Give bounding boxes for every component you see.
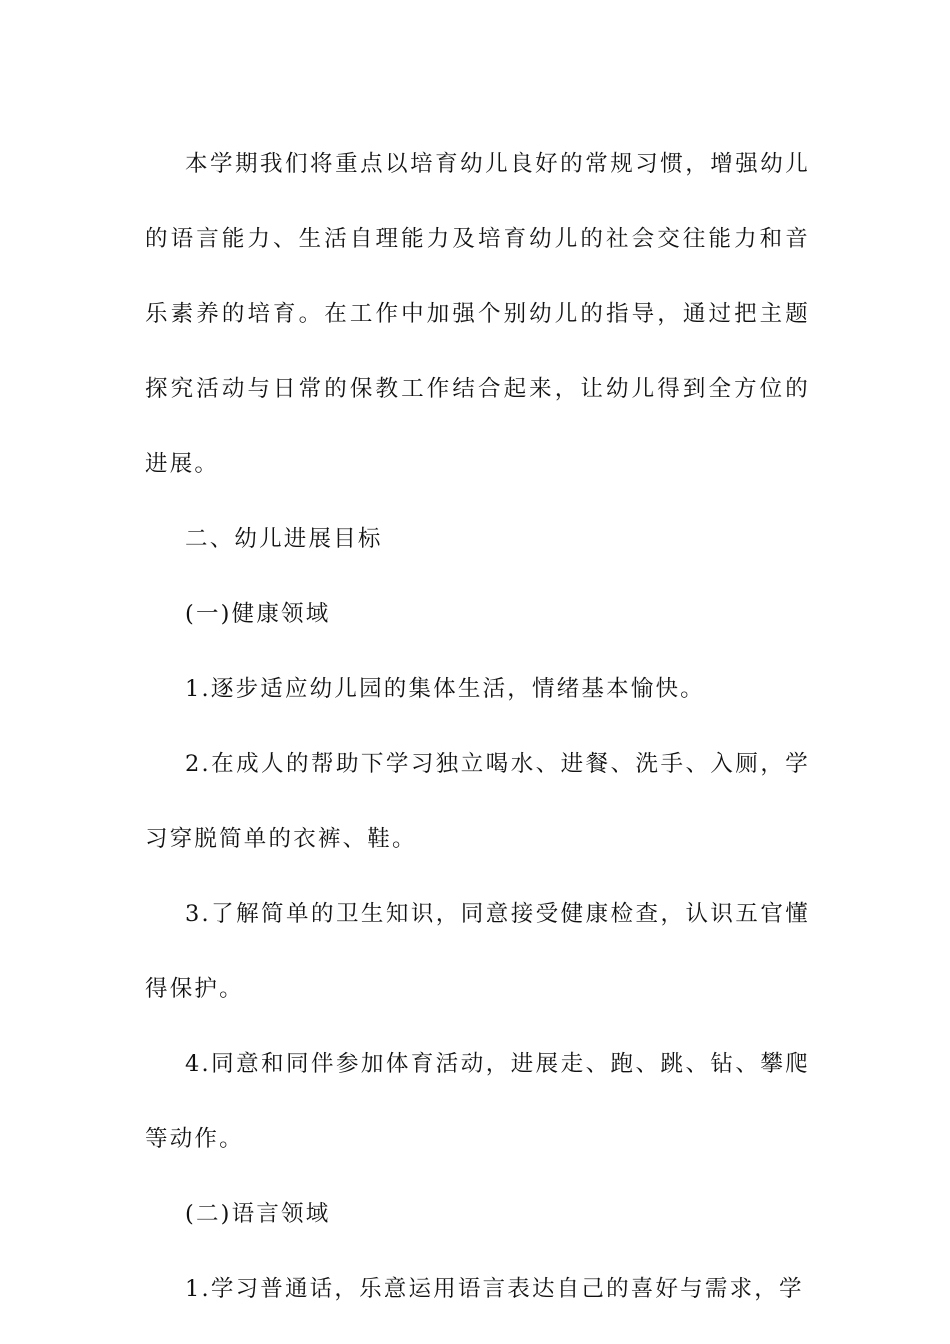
document-body [145, 127, 810, 1327]
subsection-heading-language: (二)语言领域 [185, 1201, 331, 1227]
intro-paragraph: 本学期我们将重点以培育幼儿良好的常规习惯，增强幼儿的语言能力、生活自理能力及培育幼儿的社会交往能力和音乐素养的培育。在工作中加强个别幼儿的指导，通过把主题探究活动与日常的保教工作结合起来，让幼儿得到全方位的进展。 [145, 151, 810, 477]
health-item-3: 3.了解简单的卫生知识，同意接受健康检查，认识五官懂得保护。 [145, 901, 810, 1002]
language-item-1: 1.学习普通话，乐意运用语言表达自己的喜好与需求，学 [185, 1276, 804, 1302]
health-item-1: 1.逐步适应幼儿园的集体生活，情绪基本愉快。 [185, 676, 705, 702]
health-item-2: 2.在成人的帮助下学习独立喝水、进餐、洗手、入厕，学习穿脱简单的衣裤、鞋。 [145, 751, 810, 852]
section-heading-development-goals: 二、幼儿进展目标 [185, 526, 383, 552]
subsection-heading-health: (一)健康领域 [185, 601, 331, 627]
health-item-4: 4.同意和同伴参加体育活动，进展走、跑、跳、钻、攀爬等动作。 [145, 1051, 810, 1152]
